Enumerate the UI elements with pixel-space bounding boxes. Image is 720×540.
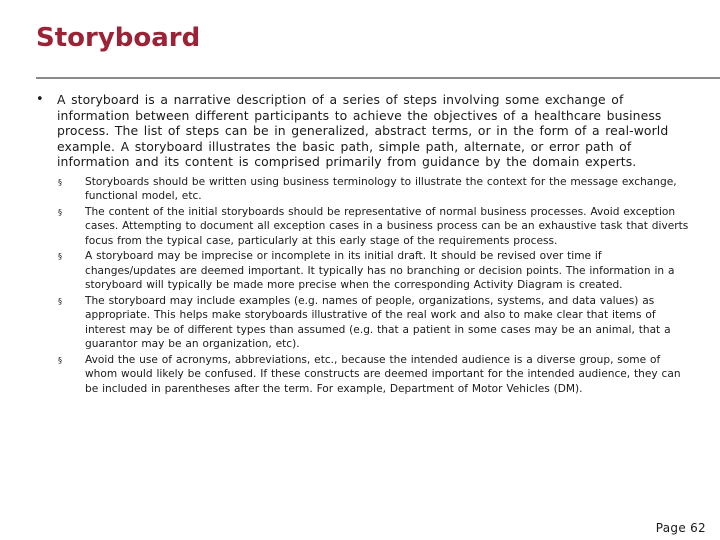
sub-bullet-item xyxy=(57,205,696,249)
main-bullet-item xyxy=(36,92,696,396)
sub-bullet-list xyxy=(57,175,696,397)
section-sign-icon: § xyxy=(58,177,62,187)
main-bullet-list xyxy=(36,92,696,397)
sub-bullet-text: The storyboard may include examples (e.g. names of people, organizations, systems, and data values) as appropriate. This helps make storyboards illustrative of the real work and also to make clear that items of interest may be of different types than assumed (e.g. that a patient in some cases may be an animal, that a guarantor may be an organization, etc). xyxy=(85,294,671,350)
title-divider xyxy=(36,77,720,79)
sub-bullet-item xyxy=(57,294,696,352)
main-bullet-text: A storyboard is a narrative description of a series of steps involving some exchange of information between different participants to achieve the objectives of a healthcare business process. The list of steps can be in generalized, abstract terms, or in the form of a real-world example. A storyboard illustrates the basic path, simple path, alternate, or error path of information and its content is comprised primarily from guidance by the domain experts. xyxy=(57,92,669,169)
sub-bullet-item xyxy=(57,249,696,293)
section-sign-icon: § xyxy=(58,207,62,217)
sub-bullet-text: The content of the initial storyboards should be representative of normal business processes. Avoid exception cases. Attempting to document all exception cases in a business process can be an exhaustive task that diverts focus from the typical case, particularly at this early stage of the requirements process. xyxy=(85,205,689,247)
section-sign-icon: § xyxy=(58,296,62,306)
sub-bullet-text: A storyboard may be imprecise or incomplete in its initial draft. It should be revised over time if changes/updates are deemed important. It typically has no branching or decision points. The information in a storyboard will typically be made more precise when the corresponding Activity Diagram is created. xyxy=(85,250,675,291)
sub-bullet-item xyxy=(57,175,696,204)
slide-title: Storyboard xyxy=(36,23,201,53)
section-sign-icon: § xyxy=(58,355,62,365)
sub-bullet-item xyxy=(57,353,696,397)
sub-bullet-text: Avoid the use of acronyms, abbreviations, etc., because the intended audience is a diverse group, some of whom would likely be confused. If these constructs are deemed important for the intended audience, they can be included in parentheses after the term. For example, Department of Motor Vehicles (DM). xyxy=(85,353,681,395)
bullet-icon: • xyxy=(36,92,44,107)
page-number: Page 62 xyxy=(655,521,706,535)
section-sign-icon: § xyxy=(58,252,62,261)
sub-bullet-text: Storyboards should be written using business terminology to illustrate the context for the message exchange, functional model, etc. xyxy=(85,175,677,202)
